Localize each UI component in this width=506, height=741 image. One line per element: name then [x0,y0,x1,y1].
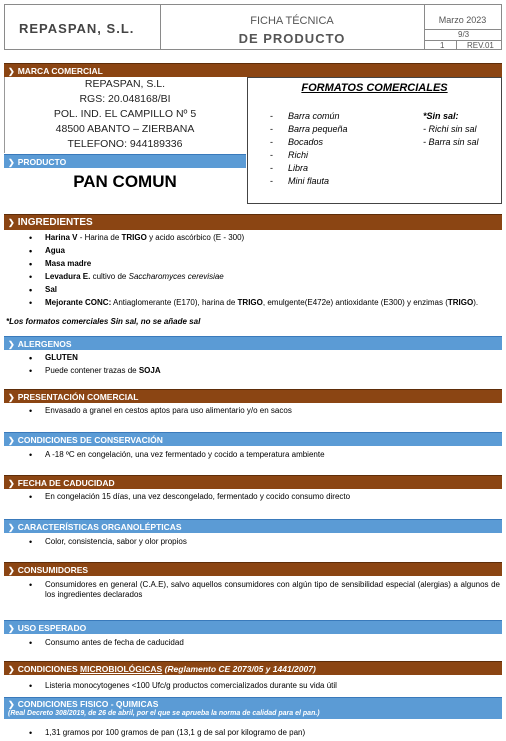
section-heading-underlined: MICROBIOLÓGICAS [80,664,163,674]
ingredients-note: *Los formatos comerciales Sin sal, no se añade sal [6,317,201,326]
section-marca-comercial [4,63,502,77]
formatos-title: FORMATOS COMERCIALES [301,82,448,94]
list-item: • Mejorante CONC: Antiaglomerante (E170), harina de TRIGO, emulgente(E472e) antioxidante (E300) y enzimas (TRIGO). [4,298,494,308]
fisico-regulation: (Real Decreto 308/2019, de 26 de abril, por el que se aprueba la norma de calidad para el pan.) [4,709,502,719]
section-uso-esperado [4,620,502,634]
section-microbiologicas [4,661,502,675]
doc-title-line2: DE PRODUCTO [238,31,346,46]
list-item: • GLUTEN [4,353,494,363]
list-item: • Levadura E. cultivo de Saccharomyces cerevisiae [4,272,494,282]
section-heading: CONDICIONES DE CONSERVACIÓN [17,435,163,445]
chevron-right-icon: ❯ [8,665,15,674]
marca-info [4,77,246,153]
section-heading: MARCA COMERCIAL [17,66,103,76]
fisico-list [4,728,494,741]
sin-sal-item: - Barra sin sal [423,137,479,147]
list-item: • Consumidores en general (C.A.E), salvo aquellos consumidores con algún tipo de sensibilidad especial (alergias) a algunos de los ingredientes declarados [4,580,500,600]
section-heading: CONDICIONES FISICO - QUIMICAS [17,699,159,709]
formato-item: - Barra común [270,111,340,121]
revision: REV.01 [467,41,494,50]
document-header [4,4,502,50]
doc-date: Marzo 2023 [438,15,487,25]
page-number: 9/3 [458,30,470,39]
section-heading: INGREDIENTES [17,217,93,228]
section-ingredientes [4,214,502,230]
section-heading: USO ESPERADO [17,623,87,633]
section-fisico-quimicas [4,697,502,709]
formatos-box [247,77,502,204]
chevron-right-icon: ❯ [8,393,15,402]
company-cell [5,5,161,49]
title-cell [160,5,425,49]
chevron-right-icon: ❯ [8,624,15,633]
formato-item: - Barra pequeña [270,124,348,134]
marca-line: REPASPAN, S.L. [84,78,166,90]
presentacion-list [4,406,494,419]
section-heading: ALERGENOS [17,339,72,349]
sin-sal-list [423,110,479,149]
list-item: • A -18 ºC en congelación, una vez fermentado y cocido a temperatura ambiente [4,450,494,460]
section-heading: CARACTERÍSTICAS ORGANOLÉPTICAS [17,522,182,532]
chevron-right-icon: ❯ [8,479,15,488]
chevron-right-icon: ❯ [8,158,15,167]
caducidad-list [4,492,494,505]
list-item: • Envasado a granel en cestos aptos para uso alimentario y/o en sacos [4,406,494,416]
list-item: • Sal [4,285,494,295]
consumidores-list [4,580,500,603]
formato-item: - Bocados [270,137,324,147]
section-heading: CONDICIONES [17,664,81,674]
section-heading: CONSUMIDORES [17,565,89,575]
section-conservacion [4,432,502,446]
section-heading-regulation: (Reglamento CE 2073/05 y 1441/2007) [162,664,316,674]
sin-sal-title: *Sin sal: [423,111,459,121]
chevron-right-icon: ❯ [8,523,15,532]
product-name: PAN COMUN [73,172,177,191]
list-item: • Listeria monocytogenes <100 Ufc/g productos comercializados durante su vida útil [4,681,494,691]
chevron-right-icon: ❯ [8,436,15,445]
uso-list [4,638,494,651]
section-heading: FECHA DE CADUCIDAD [17,478,115,488]
section-caducidad [4,475,502,489]
list-item: • 1,31 gramos por 100 gramos de pan (13,1 g de sal por kilogramo de pan) [4,728,494,738]
formato-item: - Richi [270,150,309,160]
doc-title-line1: FICHA TÉCNICA [250,15,334,27]
version-number: 1 [440,41,445,50]
list-item: • Puede contener trazas de SOJA [4,366,494,376]
marca-line: 48500 ABANTO – ZIERBANA [55,123,195,135]
section-heading: PRESENTACIÓN COMERCIAL [17,392,139,402]
formatos-list [270,110,348,188]
conservacion-list [4,450,494,463]
formato-item: - Mini flauta [270,176,330,186]
section-consumidores [4,562,502,576]
section-presentacion [4,389,502,403]
list-item: • En congelación 15 días, una vez descongelado, fermentado y cocido consumo directo [4,492,494,502]
chevron-right-icon: ❯ [8,566,15,575]
section-heading: PRODUCTO [17,157,67,167]
chevron-right-icon: ❯ [8,340,15,349]
list-item: • Agua [4,246,494,256]
chevron-right-icon: ❯ [8,700,15,709]
section-alergenos [4,336,502,350]
sin-sal-item: - Richi sin sal [423,124,477,134]
list-item: • Consumo antes de fecha de caducidad [4,638,494,648]
organolepticas-list [4,537,494,550]
chevron-right-icon: ❯ [8,218,15,227]
list-item: • Masa madre [4,259,494,269]
section-organolepticas [4,519,502,533]
marca-line: POL. IND. EL CAMPILLO Nº 5 [53,108,197,120]
marca-line: TELEFONO: 944189336 [67,138,183,150]
chevron-right-icon: ❯ [8,67,15,76]
company-name: REPASPAN, S.L. [19,21,135,36]
micro-list [4,681,494,694]
allergen-list [4,353,494,379]
meta-cell [424,5,501,49]
formato-item: - Libra [270,163,309,173]
list-item: • Color, consistencia, sabor y olor propios [4,537,494,547]
ingredient-list [4,233,494,311]
section-producto [4,154,246,168]
list-item: • Harina V - Harina de TRIGO y acido ascórbico (E - 300) [4,233,494,243]
marca-line: RGS: 20.048168/BI [79,93,171,105]
